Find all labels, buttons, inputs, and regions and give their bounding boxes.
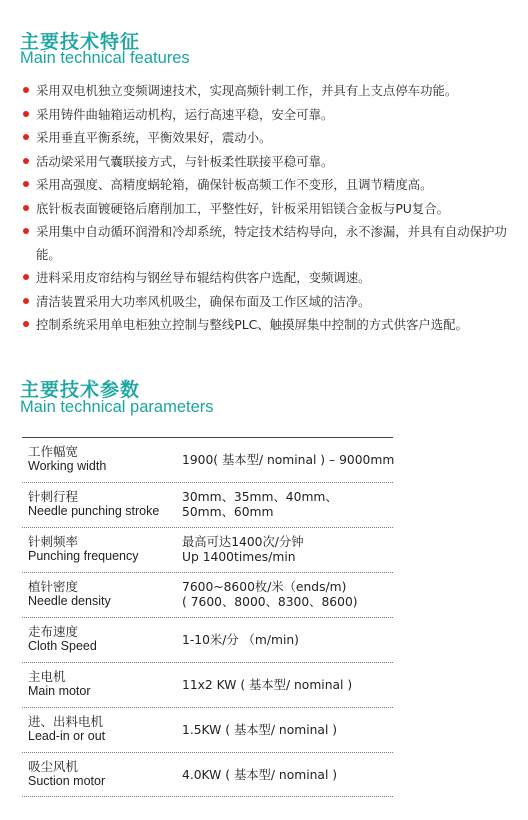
param-value: 7600~8600枚/米（ends/m) ( 7600、8000、8300、8600) <box>182 580 358 609</box>
param-row-needle-density <box>22 572 393 617</box>
feature-item: 采用高强度、高精度蜗轮箱，确保针板高频工作不变形，且调节精度高。 <box>22 173 522 197</box>
param-label-cn: 走布速度 <box>28 624 79 639</box>
feature-item: 采用垂直平衡系统，平衡效果好，震动小。 <box>22 126 522 150</box>
param-value: 1.5KW ( 基本型/ nominal ) <box>182 723 338 737</box>
bullet-icon <box>23 274 29 280</box>
param-value: 4.0KW ( 基本型/ nominal ) <box>182 768 338 782</box>
param-label-en: Working width <box>28 459 107 473</box>
param-value: 11x2 KW ( 基本型/ nominal ) <box>182 678 353 692</box>
param-label-en: Lead-in or out <box>28 729 106 743</box>
param-label-cn: 针刺频率 <box>28 534 79 549</box>
param-label-cn: 植针密度 <box>28 579 79 594</box>
bullet-icon <box>23 134 29 140</box>
param-label-cn: 工作幅宽 <box>28 444 79 459</box>
feature-item: 采用双电机独立变频调速技术，实现高频针刺工作，并具有上支点停车功能。 <box>22 79 522 103</box>
features-list <box>22 79 522 337</box>
param-value: 1-10米/分 （m/min) <box>182 633 299 647</box>
bullet-icon <box>23 158 29 164</box>
param-row-cloth-speed <box>22 617 393 662</box>
param-label-en: Punching frequency <box>28 549 139 563</box>
param-value: 30mm、35mm、40mm、 50mm、60mm <box>182 490 338 519</box>
bullet-icon <box>23 298 29 304</box>
param-label-en: Cloth Speed <box>28 639 97 653</box>
feature-item: 采用集中自动循环润滑和冷却系统，特定技术结构导向，永不渗漏，并具有自动保护功能。 <box>22 220 522 266</box>
features-title-en: Main technical features <box>20 49 190 67</box>
params-table <box>22 437 393 797</box>
feature-item: 控制系统采用单电柜独立控制与整线PLC、触摸屏集中控制的方式供客户选配。 <box>22 313 522 337</box>
param-row-suction-motor <box>22 752 393 797</box>
feature-item: 进料采用皮帘结构与钢丝导布辊结构供客户选配，变频调速。 <box>22 266 522 290</box>
feature-item: 清洁装置采用大功率风机吸尘，确保布面及工作区域的洁净。 <box>22 290 522 314</box>
bullet-icon <box>23 228 29 234</box>
bullet-icon <box>23 181 29 187</box>
feature-item: 采用铸件曲轴箱运动机构，运行高速平稳，安全可靠。 <box>22 103 522 127</box>
bullet-icon <box>23 111 29 117</box>
feature-item: 活动梁采用气囊联接方式，与针板柔性联接平稳可靠。 <box>22 150 522 174</box>
param-value: 最高可达1400次/分钟 Up 1400times/min <box>182 535 304 564</box>
param-label-en: Main motor <box>28 684 91 698</box>
param-row-main-motor <box>22 662 393 707</box>
param-row-working-width <box>22 437 393 482</box>
param-label-cn: 针刺行程 <box>28 489 79 504</box>
param-row-stroke <box>22 482 393 527</box>
param-value: 1900( 基本型/ nominal ) – 9000mm <box>182 453 395 467</box>
param-label-en: Needle punching stroke <box>28 504 160 518</box>
feature-item: 底针板表面镀硬铬后磨削加工，平整性好，针板采用铝镁合金板与PU复合。 <box>22 197 522 221</box>
param-label-cn: 主电机 <box>28 669 66 684</box>
params-title-en: Main technical parameters <box>20 398 214 416</box>
param-label-en: Needle density <box>28 594 111 608</box>
param-row-lead-motor <box>22 707 393 752</box>
params-title-cn: 主要技术参数 <box>20 379 141 401</box>
features-title-cn: 主要技术特征 <box>20 31 141 53</box>
param-label-cn: 进、出料电机 <box>28 714 104 729</box>
param-label-cn: 吸尘风机 <box>28 759 79 774</box>
bullet-icon <box>23 205 29 211</box>
param-row-frequency <box>22 527 393 572</box>
param-label-en: Suction motor <box>28 774 106 788</box>
bullet-icon <box>23 87 29 93</box>
bullet-icon <box>23 321 29 327</box>
